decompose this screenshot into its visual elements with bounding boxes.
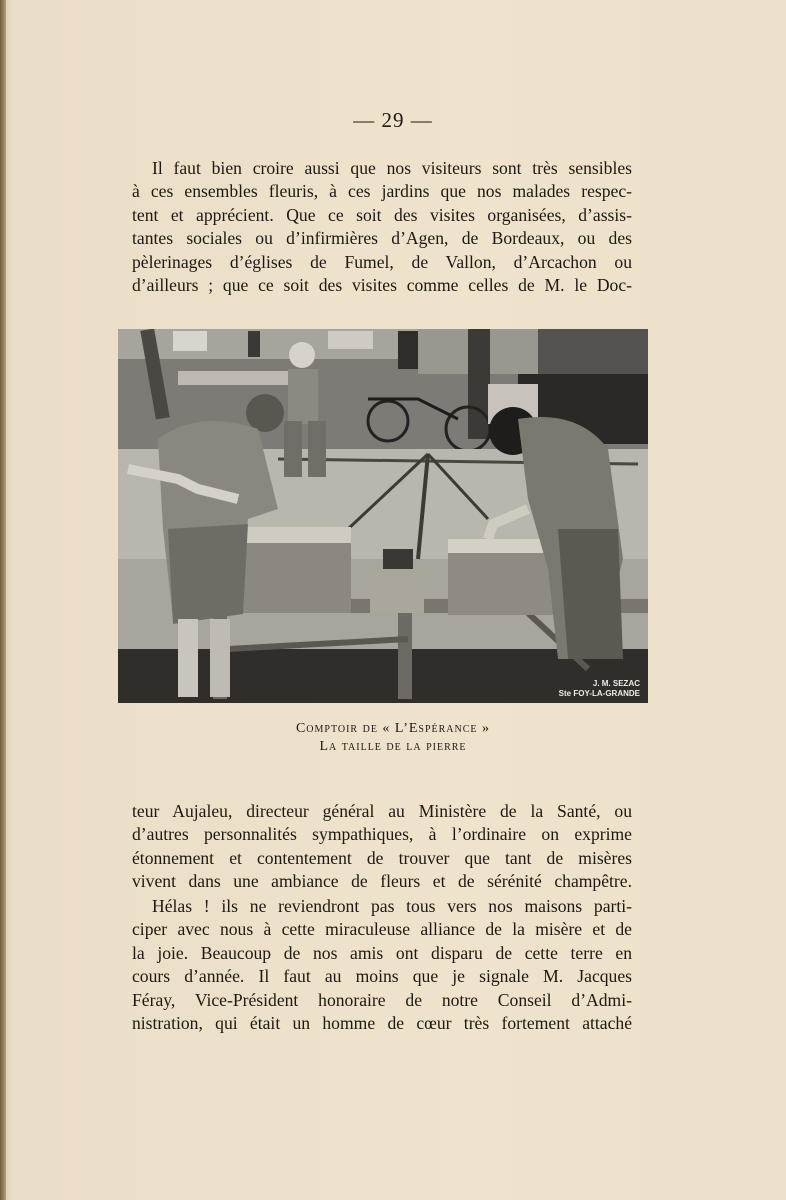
text-line: d’autres personnalités sympathiques, à l’ordinaire on exprime: [132, 824, 632, 845]
text-line: vivent dans une ambiance de fleurs et de sérénité champêtre.: [132, 871, 632, 892]
paragraph-1: [132, 157, 632, 297]
text-line: d’ailleurs ; que ce soit des visites comme celles de M. le Doc-: [132, 275, 632, 296]
text-line: tantes sociales ou d’infirmières d’Agen, de Bordeaux, ou des: [132, 228, 632, 249]
text-line: ciper avec nous à cette miraculeuse alliance de la misère et de: [132, 919, 632, 940]
text-line: teur Aujaleu, directeur général au Ministère de la Santé, ou: [132, 801, 632, 821]
paragraph-2: [132, 800, 632, 894]
text-line: Hélas ! ils ne reviendront pas tous vers nos maisons parti-: [152, 896, 632, 916]
text-line: Féray, Vice-Président honoraire de notre Conseil d’Admi-: [132, 989, 632, 1010]
photograph-stone-cutting: [118, 329, 648, 703]
text-line: à ces ensembles fleuris, à ces jardins que nos malades respec-: [132, 181, 632, 202]
photo-caption-line-2: La taille de la pierre: [319, 739, 467, 754]
paragraph-3: [132, 895, 632, 1035]
credit-line-2: Ste FOY-LA-GRANDE: [558, 689, 640, 698]
text-line: étonnement et contentement de trouver que tant de misères: [132, 847, 632, 868]
page-binding-edge: [0, 0, 6, 1200]
photo-credit: [559, 679, 640, 699]
text-line: la joie. Beaucoup de nos amis ont disparu de cette terre en: [132, 942, 632, 963]
text-line: tent et apprécient. Que ce soit des visites organisées, d’assis-: [132, 204, 632, 225]
photo-illustration: [118, 329, 648, 703]
page-number: — 29 —: [353, 108, 433, 132]
text-line: Il faut bien croire aussi que nos visiteurs sont très sensibles: [152, 158, 632, 178]
credit-line-1: J. M. SEZAC: [592, 679, 640, 688]
text-line: cours d’année. Il faut au moins que je signale M. Jacques: [132, 966, 632, 987]
text-line: pèlerinages d’églises de Fumel, de Vallon, d’Arcachon ou: [132, 251, 632, 272]
photo-caption-line-1: Comptoir de « L’Espérance »: [295, 721, 491, 736]
text-line: nistration, qui était un homme de cœur très fortement attaché: [132, 1013, 632, 1034]
